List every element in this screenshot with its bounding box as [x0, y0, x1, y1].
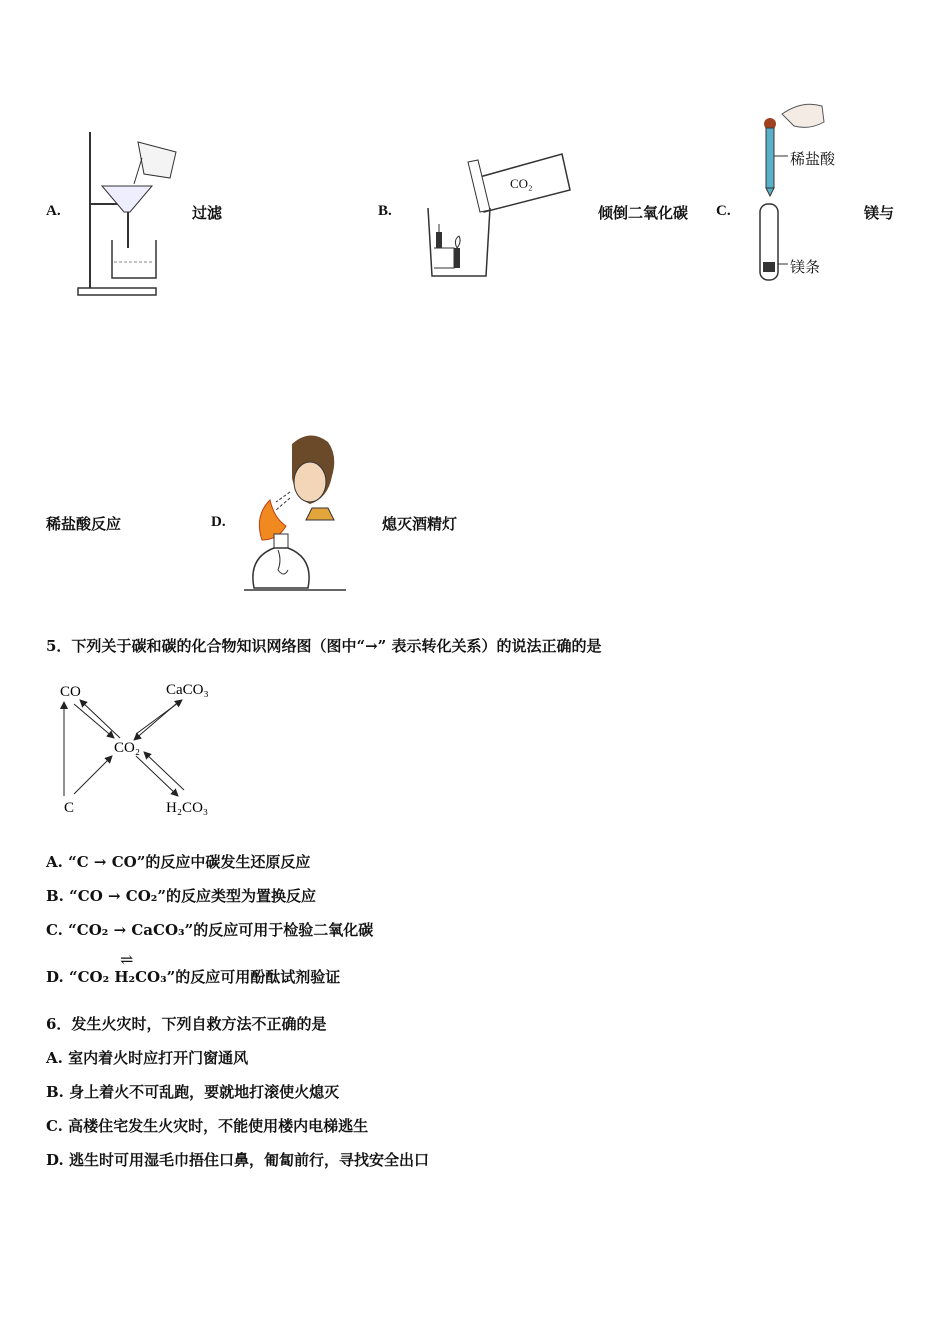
co2-jar-label: CO₂ [510, 176, 533, 191]
node-co2: CO₂ [114, 740, 141, 756]
q6-option-c [46, 1115, 368, 1136]
q6-option-a-letter: A. [46, 1049, 63, 1067]
mg-strip-label: 镁条 [790, 258, 821, 276]
q5-option-c-text: “CO₂ → CaCO₃”的反应可用于检验二氧化碳 [68, 921, 374, 939]
hcl-dropper-label: 稀盐酸 [790, 150, 836, 168]
q6-option-d-text: 逃生时可用湿毛巾捂住口鼻，匍匐前行，寻找安全出口 [68, 1151, 429, 1169]
option-a-text: 过滤 [192, 204, 223, 222]
option-c-text: 镁与 [864, 204, 895, 222]
node-c: C [64, 800, 75, 816]
reversible-arrow-icon: ⇌ [120, 950, 134, 969]
q6-option-c-letter: C. [46, 1117, 63, 1135]
q5-option-c [46, 919, 373, 940]
arrow-co-to-co2 [74, 704, 114, 738]
q6-option-d-letter: D. [46, 1151, 64, 1169]
option-b-letter: B. [378, 203, 392, 219]
q6-option-b [46, 1081, 339, 1102]
q5-option-a-text: “C → CO”的反应中碳发生还原反应 [68, 853, 311, 871]
q6-option-b-letter: B. [46, 1083, 64, 1101]
q5-option-b [46, 885, 316, 906]
q5-option-c-letter: C. [46, 921, 63, 939]
option-d-letter: D. [211, 514, 226, 530]
arrow-co2-to-h2co3 [136, 756, 178, 796]
q6-stem: 6．发生火灾时，下列自救方法不正确的是 [46, 1015, 327, 1033]
q5-option-b-letter: B. [46, 887, 64, 905]
q6-option-d [46, 1149, 429, 1170]
q6-option-b-text: 身上着火不可乱跑，要就地打滚使火熄灭 [69, 1083, 340, 1101]
arrow-co2-to-co [80, 700, 120, 738]
filtration-apparatus-image [72, 128, 184, 300]
arrow-caco3-to-co2 [134, 704, 176, 740]
q5-option-a-letter: A. [46, 853, 63, 871]
q6-option-a-text: 室内着火时应打开门窗通风 [68, 1049, 249, 1067]
q6-option-a [46, 1047, 248, 1068]
option-c-text-continued: 稀盐酸反应 [46, 515, 122, 533]
option-a-letter: A. [46, 203, 61, 219]
option-d-text: 熄灭酒精灯 [382, 515, 458, 533]
pour-co2-image [424, 150, 574, 280]
q5-option-d [46, 966, 340, 987]
option-b-text: 倾倒二氧化碳 [598, 204, 689, 222]
q5-option-d-text: “CO₂ H₂CO₃”的反应可用酚酞试剂验证 [68, 968, 341, 986]
node-co: CO [60, 684, 81, 700]
node-h2co3: H₂CO₃ [166, 800, 209, 816]
q5-option-a [46, 851, 310, 872]
q5-option-d-letter: D. [46, 968, 64, 986]
carbon-network-diagram [52, 672, 222, 822]
q5-option-b-text: “CO → CO₂”的反应类型为置换反应 [69, 887, 316, 905]
arrow-c-to-co2 [74, 756, 112, 794]
q5-stem: 5．下列关于碳和碳的化合物知识网络图（图中“→” 表示转化关系）的说法正确的是 [46, 637, 602, 655]
extinguish-lamp-image [240, 430, 350, 594]
node-caco3: CaCO₃ [166, 682, 209, 698]
q6-option-c-text: 高楼住宅发生火灾时，不能使用楼内电梯逃生 [68, 1117, 369, 1135]
option-c-letter: C. [716, 203, 731, 219]
arrow-h2co3-to-co2 [144, 752, 184, 790]
